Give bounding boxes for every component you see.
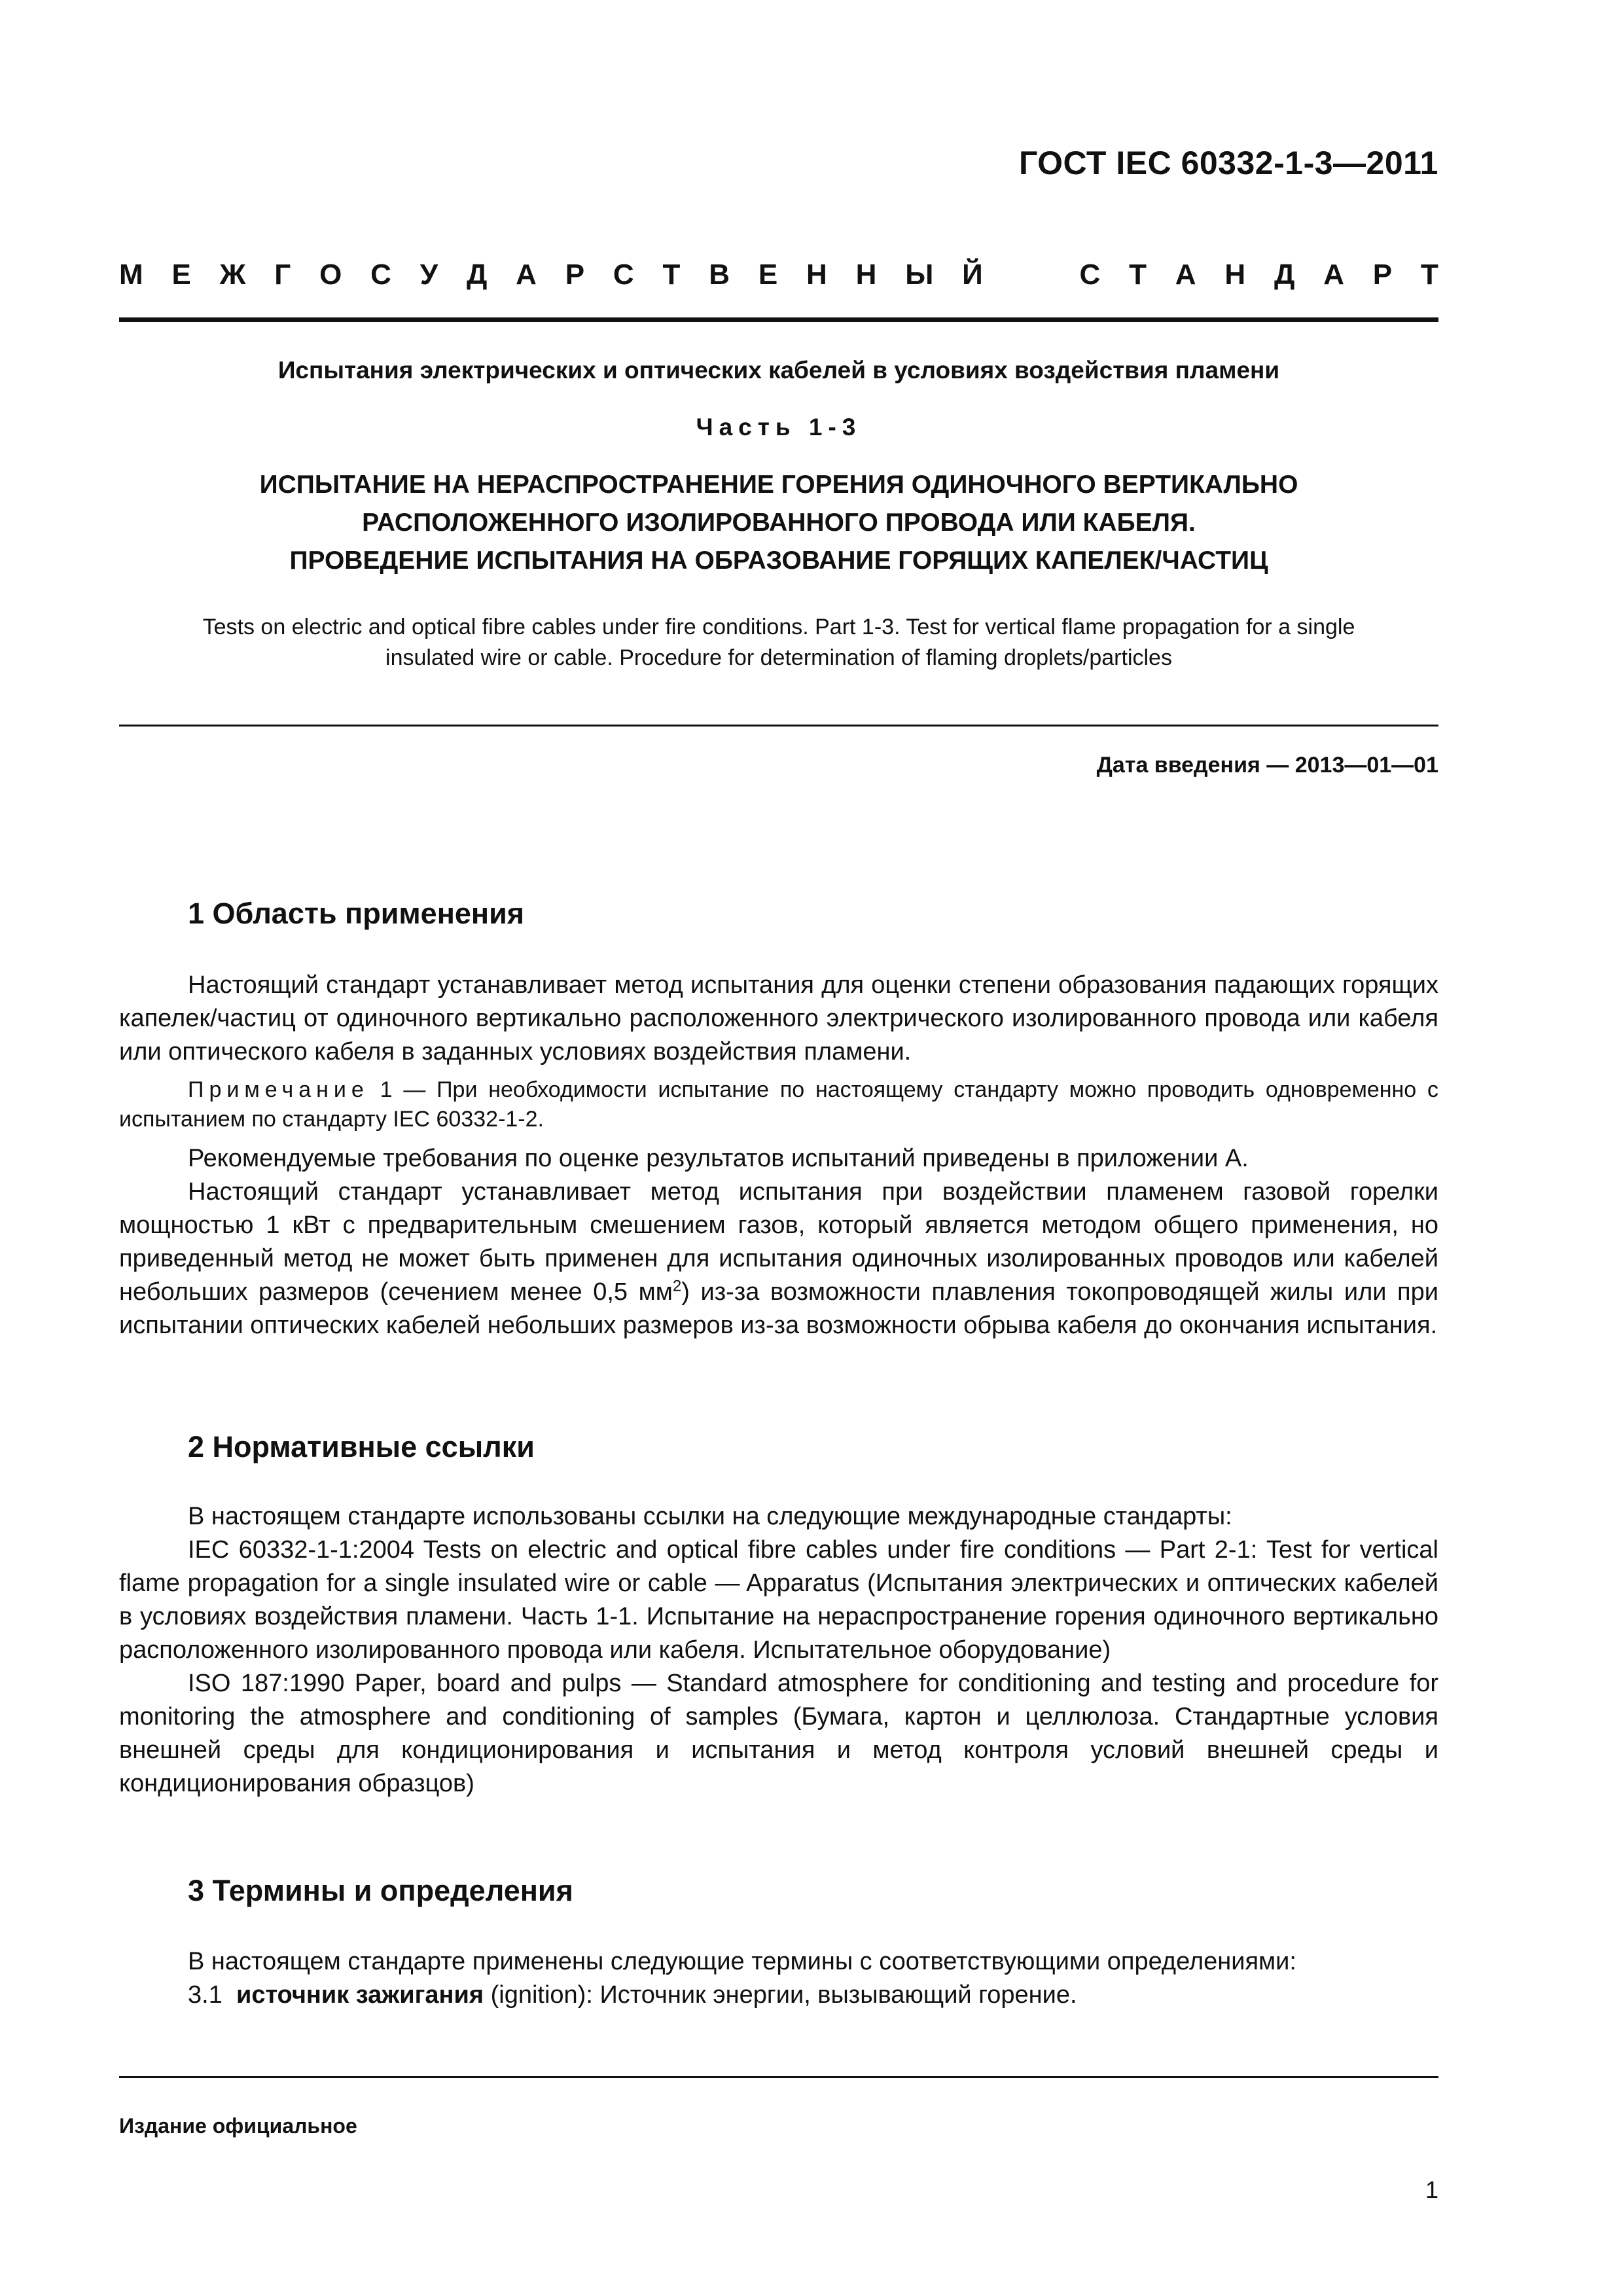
heading-letter: О — [319, 259, 342, 291]
heading-letter: Й — [962, 259, 983, 291]
section-2-body — [119, 1500, 1438, 1801]
heading-letter: Г — [274, 259, 291, 291]
section-3-paragraph-1: В настоящем стандарте применены следующие термины с соответствующими определениями: — [188, 1948, 1296, 1975]
heading-letter: С — [613, 259, 634, 291]
heading-letter: Е — [171, 259, 191, 291]
note-label: Примечание — [188, 1077, 369, 1102]
section-2-reference-iec: IEC 60332-1-1:2004 Tests on electric and optical fibre cables under fire conditions — Part 2-1: Test for vertical flame propagation for a single insulated wire or cable — Apparatus (Испытания электрических и оптических кабелей в условиях воздействия пламени. Часть 1-1. Испытание на нераспространение горения одиночного вертикально расположенного изолированного провода или кабеля. Испытательное оборудование) — [119, 1536, 1438, 1664]
heading-letter: В — [709, 259, 730, 291]
edition-label: Издание официальное — [119, 2114, 357, 2138]
gost-code: ГОСТ IEC 60332-1-3—2011 — [1018, 145, 1438, 181]
part-label: Часть 1-3 — [696, 414, 862, 440]
section-1-heading: 1 Область применения — [188, 897, 525, 930]
heading-letter: Р — [565, 259, 585, 291]
title-caps — [119, 466, 1438, 580]
heading-letter: А — [516, 259, 537, 291]
section-1-paragraph-2: Рекомендуемые требования по оценке результатов испытаний приведены в приложении А. — [188, 1145, 1249, 1172]
heading-letter: Т — [662, 259, 681, 291]
heading-letter: Ы — [905, 259, 934, 291]
section-1-paragraph-1: Настоящий стандарт устанавливает метод испытания для оценки степени образования падающих горящих капелек/частиц от одиночного вертикально расположенного электрического изолированного провода или кабеля или оптического кабеля в заданных условиях воздействия пламени. — [119, 971, 1438, 1066]
interstate-standard-heading — [119, 259, 1438, 298]
section-2-reference-iso: ISO 187:1990 Paper, board and pulps — Standard atmosphere for conditioning and testing and procedure for monitoring the atmosphere and conditioning of samples (Бумага, картон и целлюлоза. Стандартные условия внешней среды для кондиционирования и испытания и метод контроля условий внешней среды и кондиционирования образцов) — [119, 1670, 1438, 1797]
title-caps-line-2: РАСПОЛОЖЕННОГО ИЗОЛИРОВАННОГО ПРОВОДА ИЛИ КАБЕЛЯ. — [362, 509, 1196, 537]
title-ru: Испытания электрических и оптических кабелей в условиях воздействия пламени — [277, 357, 1280, 384]
heading-word-gap — [1012, 259, 1051, 298]
section-3-term-3-1: 3.1 источник зажигания (ignition): Источник энергии, вызывающий горение. — [188, 1981, 1077, 2009]
title-en-line-2: insulated wire or cable. Procedure for determination of flaming droplets/particles — [385, 645, 1172, 670]
section-2-heading: 2 Нормативные ссылки — [188, 1430, 535, 1463]
title-caps-line-1: ИСПЫТАНИЕ НА НЕРАСПРОСТРАНЕНИЕ ГОРЕНИЯ ОДИНОЧНОГО ВЕРТИКАЛЬНО — [259, 471, 1298, 499]
heading-letter: С — [1079, 259, 1101, 291]
heading-letter: У — [419, 259, 438, 291]
page-number: 1 — [1425, 2176, 1438, 2203]
intro-date: Дата введения — 2013—01—01 — [1096, 753, 1438, 778]
header-rule — [119, 317, 1438, 322]
section-2-paragraph-1: В настоящем стандарте использованы ссылки на следующие международные стандарты: — [188, 1503, 1232, 1530]
heading-letter: Р — [1372, 259, 1393, 291]
section-3-body — [119, 1945, 1438, 2012]
heading-letter: Д — [1274, 259, 1295, 291]
heading-letter: А — [1323, 259, 1344, 291]
heading-letter: Д — [466, 259, 488, 291]
heading-letter: Н — [806, 259, 827, 291]
heading-letter: М — [119, 259, 143, 291]
title-rule — [119, 725, 1438, 726]
section-1-paragraph-3: Настоящий стандарт устанавливает метод испытания при воздействии пламенем газовой горелки мощностью 1 кВт с предварительным смешением газов, который является методом общего применения, но приведенный метод не может быть применен для испытания одиночных изолированных проводов или кабелей небольших размеров (сечением менее 0,5 $мм^2$) из-за возможности плавления токопроводящей жилы или при испытании оптических кабелей небольших размеров из-за возможности обрыва кабеля до окончания испытания. — [119, 1178, 1438, 1339]
title-en-line-1: Tests on electric and optical fibre cables under fire conditions. Part 1-3. Test for vertical flame propagation for a single — [202, 615, 1355, 639]
note-text: 1 — При необходимости испытание по настоящему стандарту можно проводить одновременно с испытанием по стандарту IEC 60332-1-2. — [119, 1077, 1439, 1132]
heading-letter: Н — [855, 259, 877, 291]
heading-letter: Н — [1224, 259, 1246, 291]
title-caps-line-3: ПРОВЕДЕНИЕ ИСПЫТАНИЯ НА ОБРАЗОВАНИЕ ГОРЯЩИХ КАПЕЛЕК/ЧАСТИЦ — [289, 547, 1268, 575]
footer-rule — [119, 2076, 1438, 2078]
section-1-note — [119, 1075, 1438, 1134]
heading-letter: С — [370, 259, 391, 291]
heading-letter: Е — [758, 259, 778, 291]
title-en — [119, 612, 1438, 673]
heading-letter: Т — [1129, 259, 1147, 291]
section-3-heading: 3 Термины и определения — [188, 1874, 573, 1907]
heading-letter: Т — [1420, 259, 1438, 291]
heading-letter: Ж — [219, 259, 246, 291]
section-1-body — [119, 969, 1438, 1342]
heading-letter: А — [1175, 259, 1196, 291]
